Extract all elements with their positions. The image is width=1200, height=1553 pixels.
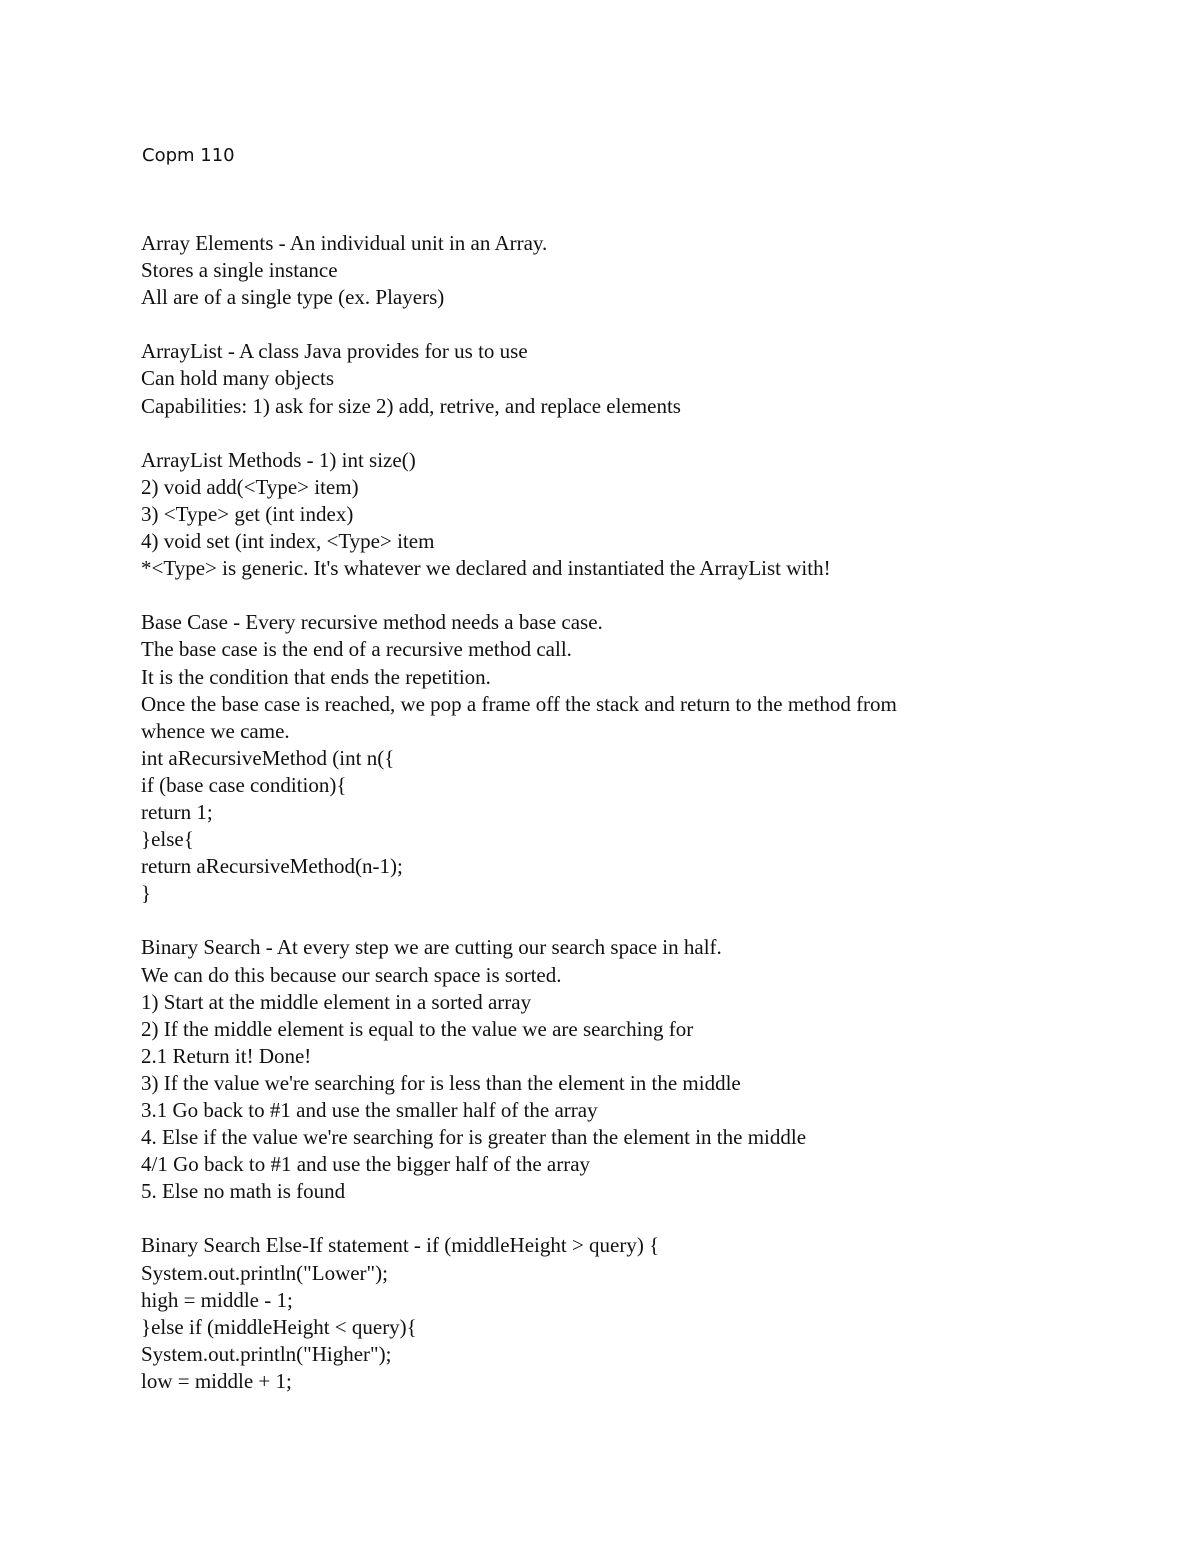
text-line: 2) If the middle element is equal to the value we are searching for (141, 1016, 694, 1041)
code-line: }else{ (141, 827, 194, 852)
code-line: int aRecursiveMethod (int n({ (141, 745, 395, 770)
text-line: Base Case - Every recursive method needs a base case. (141, 610, 603, 635)
document-body (141, 230, 1041, 1422)
code-line: } (141, 881, 152, 906)
text-line: ArrayList Methods - 1) int size() (141, 447, 416, 472)
text-line: It is the condition that ends the repetition. (141, 664, 491, 689)
text-line: Binary Search - At every step we are cutting our search space in half. (141, 935, 722, 960)
code-line: System.out.println("Lower"); (141, 1260, 388, 1285)
text-line: Capabilities: 1) ask for size 2) add, retrive, and replace elements (141, 393, 681, 418)
text-line: 1) Start at the middle element in a sorted array (141, 989, 532, 1014)
section-binary-search (141, 934, 1041, 1205)
code-line: }else if (middleHeight < query){ (141, 1314, 417, 1339)
text-line: Binary Search Else-If statement - if (middleHeight > query) { (141, 1233, 660, 1258)
text-line: 2) void add(<Type> item) (141, 474, 359, 499)
text-line: 4. Else if the value we're searching for is greater than the element in the middle (141, 1125, 807, 1150)
section-base-case (141, 609, 1041, 907)
code-line: high = middle - 1; (141, 1287, 293, 1312)
text-line: ArrayList - A class Java provides for us to use (141, 339, 528, 364)
text-line: Once the base case is reached, we pop a frame off the stack and return to the method from (141, 691, 897, 716)
text-line: whence we came. (141, 718, 290, 743)
text-line: *<Type> is generic. It's whatever we declared and instantiated the ArrayList with! (141, 556, 831, 581)
text-line: We can do this because our search space is sorted. (141, 962, 562, 987)
code-line: low = middle + 1; (141, 1368, 292, 1393)
text-line: Can hold many objects (141, 366, 335, 391)
text-line: 2.1 Return it! Done! (141, 1043, 312, 1068)
text-line: The base case is the end of a recursive method call. (141, 637, 572, 662)
code-line: if (base case condition){ (141, 772, 347, 797)
text-line: 4) void set (int index, <Type> item (141, 529, 435, 554)
document-title: Copm 110 (142, 145, 235, 166)
text-line: Array Elements - An individual unit in an Array. (141, 231, 548, 255)
text-line: 3) If the value we're searching for is less than the element in the middle (141, 1070, 741, 1095)
text-line: 3.1 Go back to #1 and use the smaller half of the array (141, 1098, 598, 1122)
code-line: System.out.println("Higher"); (141, 1341, 392, 1366)
text-line: 3) <Type> get (int index) (141, 501, 354, 526)
text-line: 5. Else no math is found (141, 1179, 346, 1204)
section-arraylist-methods (141, 447, 1041, 582)
section-arraylist (141, 338, 1041, 419)
text-line: 4/1 Go back to #1 and use the bigger half of the array (141, 1152, 591, 1177)
text-line: Stores a single instance (141, 258, 338, 283)
code-line: return 1; (141, 799, 213, 824)
text-line: All are of a single type (ex. Players) (141, 285, 445, 310)
section-array-elements (141, 230, 1041, 311)
code-line: return aRecursiveMethod(n-1); (141, 854, 403, 879)
section-binary-search-else-if (141, 1232, 1041, 1395)
